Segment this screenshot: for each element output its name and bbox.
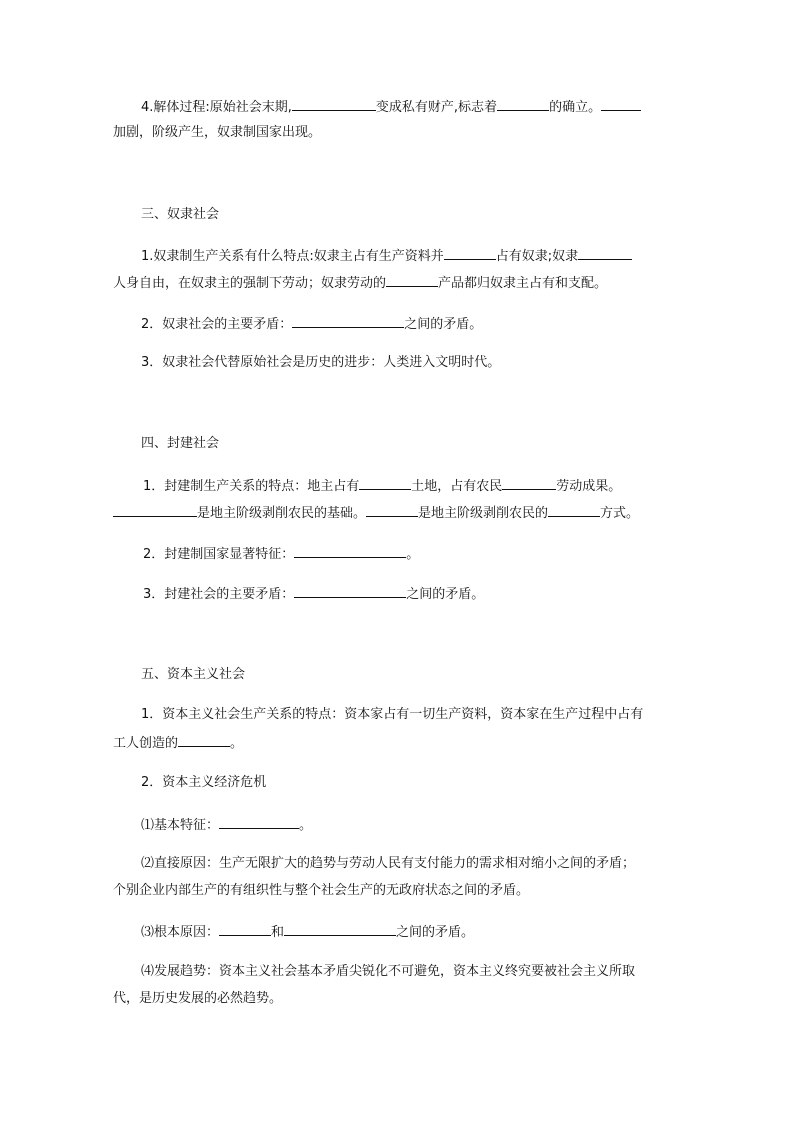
text: 工人创造的 [113,736,179,751]
paragraph-dissolution [141,98,683,116]
paragraph-crisis-trend: ⑷发展趋势：资本主义社会基本矛盾尖锐化不可避免，资本主义终究要被社会主义所取 [141,964,636,979]
fill-blank[interactable] [359,477,411,490]
fill-blank[interactable] [497,98,549,111]
paragraph-crisis-direct-cause-cont: 个别企业内部生产的有组织性与整个社会生产的无政府状态之间的矛盾。 [113,883,530,898]
text: 2．奴隶社会的主要矛盾： [141,317,293,332]
text: ⑶根本原因： [141,925,220,940]
fill-blank[interactable] [444,247,496,260]
text: 。 [299,818,313,833]
paragraph-slave-relations [141,247,683,265]
paragraph-crisis-direct-cause: ⑵直接原因：生产无限扩大的趋势与劳动人民有支付能力的需求相对缩小之间的矛盾； [141,856,636,871]
paragraph-feudal-relations-cont [113,504,683,522]
paragraph-crisis-root-cause [141,923,683,941]
text: 2．封建制国家显著特征： [143,547,295,562]
text: 的确立。 [549,100,602,115]
fill-blank[interactable] [219,923,271,936]
text: 变成私有财产,标志着 [375,100,498,115]
paragraph-slave-progress: 3．奴隶社会代替原始社会是历史的进步：人类进入文明时代。 [141,355,501,370]
text: ⑴基本特征： [141,818,220,833]
text: 人身自由，在奴隶主的强制下劳动；奴隶劳动的 [113,276,387,291]
text: 占有奴隶;奴隶 [495,249,579,264]
text: 是地主阶级剥削农民的 [418,506,549,521]
paragraph-slave-relations-cont [113,274,683,292]
section-heading-slave-society: 三、奴隶社会 [141,207,220,222]
paragraph-crisis-trend-cont: 代，是历史发展的必然趋势。 [113,991,283,1006]
fill-blank[interactable] [113,504,197,517]
text: 产品都归奴隶主占有和支配。 [438,276,608,291]
section-heading-capitalist-society: 五、资本主义社会 [141,667,246,682]
paragraph-feudal-state [143,545,683,563]
paragraph-capitalist-relations-cont [113,734,683,752]
fill-blank[interactable] [578,247,632,260]
fill-blank[interactable] [386,274,438,287]
fill-blank[interactable] [601,98,641,111]
text: 之间的矛盾。 [404,317,483,332]
paragraph-feudal-relations [143,477,683,495]
paragraph-crisis-feature [141,816,683,834]
paragraph-economic-crisis: 2．资本主义经济危机 [141,775,267,790]
text: 。 [230,736,244,751]
fill-blank[interactable] [366,504,418,517]
fill-blank[interactable] [178,734,230,747]
text: 1．封建制生产关系的特点：地主占有 [143,479,360,494]
text: 土地，占有农民 [411,479,503,494]
text: 3．封建社会的主要矛盾： [143,587,295,602]
text: 方式。 [600,506,640,521]
fill-blank[interactable] [292,98,376,111]
paragraph-capitalist-relations: 1．资本主义社会生产关系的特点：资本家占有一切生产资料，资本家在生产过程中占有 [141,707,644,722]
text: 之间的矛盾。 [396,925,475,940]
fill-blank[interactable] [219,816,299,829]
text: 和 [271,925,285,940]
text: 1.奴隶制生产关系有什么特点:奴隶主占有生产资料并 [141,249,444,264]
fill-blank[interactable] [548,504,600,517]
fill-blank[interactable] [284,923,396,936]
paragraph-feudal-contradiction [143,585,683,603]
fill-blank[interactable] [292,315,404,328]
text: 劳动成果。 [556,479,622,494]
paragraph-slave-contradiction [141,315,683,333]
text: 之间的矛盾。 [406,587,485,602]
fill-blank[interactable] [294,545,406,558]
fill-blank[interactable] [502,477,556,490]
text: 。 [406,547,420,562]
section-heading-feudal-society: 四、封建社会 [141,436,220,451]
text: 4.解体过程:原始社会末期, [141,100,292,115]
fill-blank[interactable] [294,585,406,598]
text: 是地主阶级剥削农民的基础。 [197,506,367,521]
paragraph-dissolution-cont: 加剧，阶级产生，奴隶制国家出现。 [113,125,322,140]
